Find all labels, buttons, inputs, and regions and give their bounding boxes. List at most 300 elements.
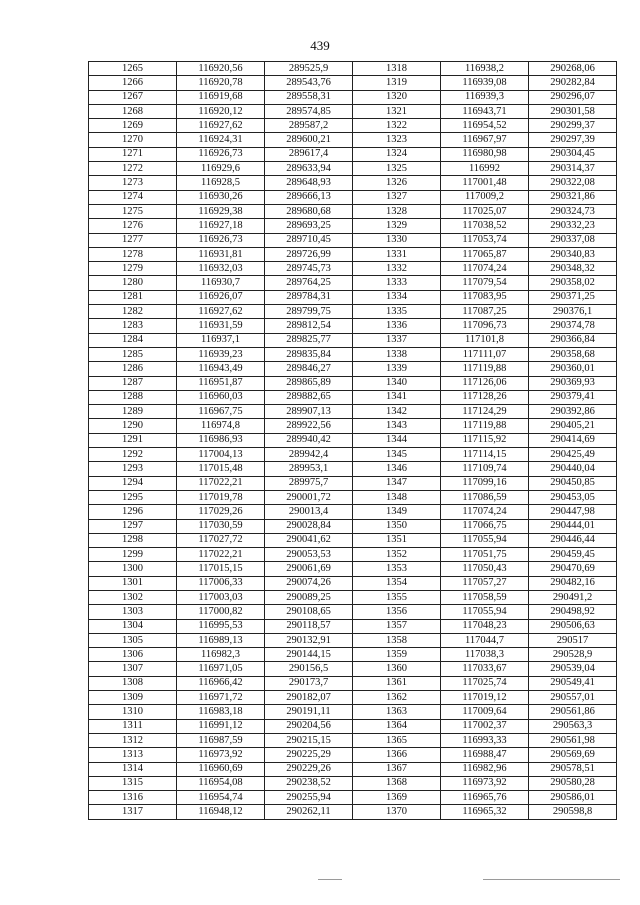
cell-x-coordinate: 117126,06 bbox=[441, 376, 529, 390]
cell-x-coordinate: 117099,16 bbox=[441, 476, 529, 490]
table-row bbox=[89, 276, 617, 290]
cell-y-coordinate: 290414,69 bbox=[529, 433, 617, 447]
cell-y-coordinate: 289617,4 bbox=[265, 147, 353, 161]
cell-point-number: 1338 bbox=[353, 347, 441, 361]
cell-y-coordinate: 289543,76 bbox=[265, 76, 353, 90]
page-number: 439 bbox=[310, 38, 330, 53]
cell-x-coordinate: 116960,69 bbox=[177, 762, 265, 776]
cell-y-coordinate: 289587,2 bbox=[265, 119, 353, 133]
table-row bbox=[89, 719, 617, 733]
cell-y-coordinate: 290204,56 bbox=[265, 719, 353, 733]
cell-point-number: 1337 bbox=[353, 333, 441, 347]
cell-y-coordinate: 289846,27 bbox=[265, 362, 353, 376]
cell-point-number: 1369 bbox=[353, 791, 441, 805]
cell-point-number: 1370 bbox=[353, 805, 441, 819]
cell-y-coordinate: 290586,01 bbox=[529, 791, 617, 805]
cell-x-coordinate: 116929,38 bbox=[177, 204, 265, 218]
table-row bbox=[89, 633, 617, 647]
cell-point-number: 1295 bbox=[89, 490, 177, 504]
cell-point-number: 1277 bbox=[89, 233, 177, 247]
cell-x-coordinate: 116954,74 bbox=[177, 791, 265, 805]
cell-y-coordinate: 289799,75 bbox=[265, 305, 353, 319]
cell-x-coordinate: 116938,2 bbox=[441, 62, 529, 76]
table-row bbox=[89, 748, 617, 762]
table-row bbox=[89, 562, 617, 576]
cell-x-coordinate: 116967,75 bbox=[177, 405, 265, 419]
cell-y-coordinate: 290598,8 bbox=[529, 805, 617, 819]
table-row bbox=[89, 805, 617, 819]
cell-x-coordinate: 116980,98 bbox=[441, 147, 529, 161]
cell-point-number: 1278 bbox=[89, 247, 177, 261]
cell-y-coordinate: 289680,68 bbox=[265, 204, 353, 218]
cell-x-coordinate: 117027,72 bbox=[177, 533, 265, 547]
cell-x-coordinate: 116991,12 bbox=[177, 719, 265, 733]
cell-x-coordinate: 116924,31 bbox=[177, 133, 265, 147]
table-row bbox=[89, 119, 617, 133]
cell-x-coordinate: 116920,78 bbox=[177, 76, 265, 90]
table-row bbox=[89, 162, 617, 176]
cell-x-coordinate: 117128,26 bbox=[441, 390, 529, 404]
cell-point-number: 1351 bbox=[353, 533, 441, 547]
cell-point-number: 1268 bbox=[89, 104, 177, 118]
cell-point-number: 1333 bbox=[353, 276, 441, 290]
cell-x-coordinate: 116965,76 bbox=[441, 791, 529, 805]
cell-point-number: 1368 bbox=[353, 776, 441, 790]
table-row bbox=[89, 190, 617, 204]
cell-y-coordinate: 289574,85 bbox=[265, 104, 353, 118]
cell-y-coordinate: 290369,93 bbox=[529, 376, 617, 390]
cell-x-coordinate: 117029,26 bbox=[177, 505, 265, 519]
cell-y-coordinate: 290268,06 bbox=[529, 62, 617, 76]
cell-x-coordinate: 116988,47 bbox=[441, 748, 529, 762]
cell-y-coordinate: 290301,58 bbox=[529, 104, 617, 118]
cell-y-coordinate: 290296,07 bbox=[529, 90, 617, 104]
cell-point-number: 1360 bbox=[353, 662, 441, 676]
cell-point-number: 1348 bbox=[353, 490, 441, 504]
cell-x-coordinate: 117053,74 bbox=[441, 233, 529, 247]
cell-point-number: 1366 bbox=[353, 748, 441, 762]
table-row bbox=[89, 219, 617, 233]
cell-point-number: 1339 bbox=[353, 362, 441, 376]
cell-y-coordinate: 290324,73 bbox=[529, 204, 617, 218]
cell-x-coordinate: 116937,1 bbox=[177, 333, 265, 347]
cell-y-coordinate: 290013,4 bbox=[265, 505, 353, 519]
cell-y-coordinate: 290450,85 bbox=[529, 476, 617, 490]
cell-point-number: 1349 bbox=[353, 505, 441, 519]
cell-point-number: 1311 bbox=[89, 719, 177, 733]
cell-point-number: 1304 bbox=[89, 619, 177, 633]
cell-y-coordinate: 289710,45 bbox=[265, 233, 353, 247]
cell-y-coordinate: 290144,15 bbox=[265, 648, 353, 662]
cell-y-coordinate: 290348,32 bbox=[529, 262, 617, 276]
cell-point-number: 1283 bbox=[89, 319, 177, 333]
cell-point-number: 1284 bbox=[89, 333, 177, 347]
cell-point-number: 1282 bbox=[89, 305, 177, 319]
cell-x-coordinate: 116939,08 bbox=[441, 76, 529, 90]
cell-x-coordinate: 116954,08 bbox=[177, 776, 265, 790]
table-row bbox=[89, 791, 617, 805]
table-row bbox=[89, 419, 617, 433]
cell-x-coordinate: 116966,42 bbox=[177, 676, 265, 690]
cell-y-coordinate: 290498,92 bbox=[529, 605, 617, 619]
cell-x-coordinate: 116982,3 bbox=[177, 648, 265, 662]
cell-x-coordinate: 117101,8 bbox=[441, 333, 529, 347]
cell-point-number: 1345 bbox=[353, 448, 441, 462]
cell-x-coordinate: 117019,78 bbox=[177, 490, 265, 504]
cell-point-number: 1310 bbox=[89, 705, 177, 719]
cell-y-coordinate: 290392,86 bbox=[529, 405, 617, 419]
cell-y-coordinate: 290322,08 bbox=[529, 176, 617, 190]
cell-x-coordinate: 117057,27 bbox=[441, 576, 529, 590]
cell-x-coordinate: 117022,21 bbox=[177, 548, 265, 562]
table-row bbox=[89, 290, 617, 304]
cell-y-coordinate: 289648,93 bbox=[265, 176, 353, 190]
cell-y-coordinate: 290561,86 bbox=[529, 705, 617, 719]
cell-y-coordinate: 290580,28 bbox=[529, 776, 617, 790]
cell-y-coordinate: 290262,11 bbox=[265, 805, 353, 819]
table-row bbox=[89, 533, 617, 547]
cell-y-coordinate: 290173,7 bbox=[265, 676, 353, 690]
cell-y-coordinate: 290563,3 bbox=[529, 719, 617, 733]
cell-y-coordinate: 290482,16 bbox=[529, 576, 617, 590]
cell-x-coordinate: 117050,43 bbox=[441, 562, 529, 576]
cell-x-coordinate: 117025,74 bbox=[441, 676, 529, 690]
cell-point-number: 1350 bbox=[353, 519, 441, 533]
cell-point-number: 1312 bbox=[89, 733, 177, 747]
table-row bbox=[89, 733, 617, 747]
cell-y-coordinate: 290358,02 bbox=[529, 276, 617, 290]
cell-y-coordinate: 289882,65 bbox=[265, 390, 353, 404]
table-row bbox=[89, 333, 617, 347]
cell-y-coordinate: 290108,65 bbox=[265, 605, 353, 619]
table-row bbox=[89, 448, 617, 462]
table-row bbox=[89, 305, 617, 319]
cell-point-number: 1320 bbox=[353, 90, 441, 104]
cell-x-coordinate: 117019,12 bbox=[441, 691, 529, 705]
cell-x-coordinate: 116927,62 bbox=[177, 305, 265, 319]
cell-y-coordinate: 289745,73 bbox=[265, 262, 353, 276]
cell-x-coordinate: 117087,25 bbox=[441, 305, 529, 319]
cell-x-coordinate: 117074,24 bbox=[441, 262, 529, 276]
table-row bbox=[89, 648, 617, 662]
cell-point-number: 1354 bbox=[353, 576, 441, 590]
table-row bbox=[89, 362, 617, 376]
cell-x-coordinate: 117055,94 bbox=[441, 605, 529, 619]
cell-point-number: 1352 bbox=[353, 548, 441, 562]
cell-x-coordinate: 116939,3 bbox=[441, 90, 529, 104]
cell-point-number: 1364 bbox=[353, 719, 441, 733]
cell-point-number: 1321 bbox=[353, 104, 441, 118]
cell-y-coordinate: 290569,69 bbox=[529, 748, 617, 762]
cell-point-number: 1276 bbox=[89, 219, 177, 233]
cell-y-coordinate: 290366,84 bbox=[529, 333, 617, 347]
coordinates-table-body bbox=[89, 62, 617, 820]
cell-y-coordinate: 290470,69 bbox=[529, 562, 617, 576]
cell-point-number: 1280 bbox=[89, 276, 177, 290]
cell-point-number: 1315 bbox=[89, 776, 177, 790]
cell-point-number: 1332 bbox=[353, 262, 441, 276]
cell-point-number: 1363 bbox=[353, 705, 441, 719]
cell-x-coordinate: 117009,2 bbox=[441, 190, 529, 204]
cell-point-number: 1359 bbox=[353, 648, 441, 662]
cell-point-number: 1355 bbox=[353, 590, 441, 604]
cell-x-coordinate: 116971,05 bbox=[177, 662, 265, 676]
cell-point-number: 1307 bbox=[89, 662, 177, 676]
table-row bbox=[89, 319, 617, 333]
cell-y-coordinate: 290444,01 bbox=[529, 519, 617, 533]
cell-x-coordinate: 117111,07 bbox=[441, 347, 529, 361]
table-row bbox=[89, 762, 617, 776]
cell-point-number: 1309 bbox=[89, 691, 177, 705]
cell-x-coordinate: 117048,23 bbox=[441, 619, 529, 633]
cell-point-number: 1323 bbox=[353, 133, 441, 147]
cell-point-number: 1306 bbox=[89, 648, 177, 662]
cell-x-coordinate: 117079,54 bbox=[441, 276, 529, 290]
table-row bbox=[89, 390, 617, 404]
cell-point-number: 1313 bbox=[89, 748, 177, 762]
cell-y-coordinate: 290549,41 bbox=[529, 676, 617, 690]
cell-y-coordinate: 290299,37 bbox=[529, 119, 617, 133]
cell-y-coordinate: 289907,13 bbox=[265, 405, 353, 419]
cell-x-coordinate: 116929,6 bbox=[177, 162, 265, 176]
cell-x-coordinate: 116943,49 bbox=[177, 362, 265, 376]
table-row bbox=[89, 204, 617, 218]
cell-y-coordinate: 290282,84 bbox=[529, 76, 617, 90]
cell-point-number: 1273 bbox=[89, 176, 177, 190]
cell-point-number: 1343 bbox=[353, 419, 441, 433]
cell-y-coordinate: 290506,63 bbox=[529, 619, 617, 633]
table-row bbox=[89, 676, 617, 690]
cell-y-coordinate: 289764,25 bbox=[265, 276, 353, 290]
table-row bbox=[89, 433, 617, 447]
cell-point-number: 1334 bbox=[353, 290, 441, 304]
cell-y-coordinate: 290337,08 bbox=[529, 233, 617, 247]
cell-y-coordinate: 289693,25 bbox=[265, 219, 353, 233]
cell-y-coordinate: 290447,98 bbox=[529, 505, 617, 519]
cell-point-number: 1322 bbox=[353, 119, 441, 133]
cell-y-coordinate: 290491,2 bbox=[529, 590, 617, 604]
table-row bbox=[89, 519, 617, 533]
cell-x-coordinate: 117119,88 bbox=[441, 362, 529, 376]
table-row bbox=[89, 619, 617, 633]
cell-x-coordinate: 116987,59 bbox=[177, 733, 265, 747]
cell-y-coordinate: 290001,72 bbox=[265, 490, 353, 504]
cell-point-number: 1340 bbox=[353, 376, 441, 390]
cell-point-number: 1299 bbox=[89, 548, 177, 562]
table-row bbox=[89, 347, 617, 361]
cell-y-coordinate: 290446,44 bbox=[529, 533, 617, 547]
cell-point-number: 1318 bbox=[353, 62, 441, 76]
cell-point-number: 1294 bbox=[89, 476, 177, 490]
cell-point-number: 1341 bbox=[353, 390, 441, 404]
cell-point-number: 1272 bbox=[89, 162, 177, 176]
cell-point-number: 1271 bbox=[89, 147, 177, 161]
cell-point-number: 1335 bbox=[353, 305, 441, 319]
cell-x-coordinate: 116986,93 bbox=[177, 433, 265, 447]
cell-x-coordinate: 116928,5 bbox=[177, 176, 265, 190]
cell-y-coordinate: 290557,01 bbox=[529, 691, 617, 705]
cell-y-coordinate: 290517 bbox=[529, 633, 617, 647]
cell-y-coordinate: 290371,25 bbox=[529, 290, 617, 304]
cell-y-coordinate: 290561,98 bbox=[529, 733, 617, 747]
cell-x-coordinate: 117044,7 bbox=[441, 633, 529, 647]
cell-x-coordinate: 117124,29 bbox=[441, 405, 529, 419]
cell-point-number: 1342 bbox=[353, 405, 441, 419]
cell-x-coordinate: 117051,75 bbox=[441, 548, 529, 562]
cell-y-coordinate: 290229,26 bbox=[265, 762, 353, 776]
cell-x-coordinate: 116954,52 bbox=[441, 119, 529, 133]
cell-x-coordinate: 116973,92 bbox=[441, 776, 529, 790]
cell-y-coordinate: 289812,54 bbox=[265, 319, 353, 333]
cell-x-coordinate: 116983,18 bbox=[177, 705, 265, 719]
cell-point-number: 1291 bbox=[89, 433, 177, 447]
cell-y-coordinate: 290156,5 bbox=[265, 662, 353, 676]
cell-point-number: 1367 bbox=[353, 762, 441, 776]
cell-y-coordinate: 290321,86 bbox=[529, 190, 617, 204]
cell-x-coordinate: 117009,64 bbox=[441, 705, 529, 719]
cell-y-coordinate: 289726,99 bbox=[265, 247, 353, 261]
cell-x-coordinate: 117022,21 bbox=[177, 476, 265, 490]
cell-point-number: 1298 bbox=[89, 533, 177, 547]
cell-point-number: 1265 bbox=[89, 62, 177, 76]
cell-x-coordinate: 117025,07 bbox=[441, 204, 529, 218]
cell-point-number: 1287 bbox=[89, 376, 177, 390]
cell-x-coordinate: 116919,68 bbox=[177, 90, 265, 104]
table-row bbox=[89, 605, 617, 619]
cell-point-number: 1302 bbox=[89, 590, 177, 604]
cell-y-coordinate: 290358,68 bbox=[529, 347, 617, 361]
cell-point-number: 1330 bbox=[353, 233, 441, 247]
cell-y-coordinate: 289940,42 bbox=[265, 433, 353, 447]
cell-x-coordinate: 117002,37 bbox=[441, 719, 529, 733]
cell-y-coordinate: 290041,62 bbox=[265, 533, 353, 547]
cell-point-number: 1297 bbox=[89, 519, 177, 533]
cell-y-coordinate: 290118,57 bbox=[265, 619, 353, 633]
table-row bbox=[89, 691, 617, 705]
cell-point-number: 1293 bbox=[89, 462, 177, 476]
cell-y-coordinate: 290340,83 bbox=[529, 247, 617, 261]
cell-y-coordinate: 290360,01 bbox=[529, 362, 617, 376]
cell-point-number: 1279 bbox=[89, 262, 177, 276]
table-row bbox=[89, 490, 617, 504]
table-row bbox=[89, 705, 617, 719]
cell-x-coordinate: 116926,07 bbox=[177, 290, 265, 304]
cell-point-number: 1316 bbox=[89, 791, 177, 805]
cell-y-coordinate: 290453,05 bbox=[529, 490, 617, 504]
cell-x-coordinate: 116993,33 bbox=[441, 733, 529, 747]
cell-x-coordinate: 117096,73 bbox=[441, 319, 529, 333]
cell-y-coordinate: 290074,26 bbox=[265, 576, 353, 590]
cell-x-coordinate: 117030,59 bbox=[177, 519, 265, 533]
cell-x-coordinate: 117006,33 bbox=[177, 576, 265, 590]
table-row bbox=[89, 548, 617, 562]
cell-point-number: 1269 bbox=[89, 119, 177, 133]
footer-rule-right bbox=[483, 879, 620, 880]
cell-x-coordinate: 117003,03 bbox=[177, 590, 265, 604]
cell-y-coordinate: 290459,45 bbox=[529, 548, 617, 562]
cell-x-coordinate: 117033,67 bbox=[441, 662, 529, 676]
cell-x-coordinate: 116951,87 bbox=[177, 376, 265, 390]
cell-y-coordinate: 290238,52 bbox=[265, 776, 353, 790]
cell-y-coordinate: 289942,4 bbox=[265, 448, 353, 462]
cell-x-coordinate: 116995,53 bbox=[177, 619, 265, 633]
table-row bbox=[89, 262, 617, 276]
cell-x-coordinate: 117058,59 bbox=[441, 590, 529, 604]
table-row bbox=[89, 147, 617, 161]
table-row bbox=[89, 376, 617, 390]
cell-x-coordinate: 116926,73 bbox=[177, 147, 265, 161]
cell-y-coordinate: 290314,37 bbox=[529, 162, 617, 176]
table-row bbox=[89, 247, 617, 261]
cell-y-coordinate: 289975,7 bbox=[265, 476, 353, 490]
cell-y-coordinate: 289600,21 bbox=[265, 133, 353, 147]
cell-x-coordinate: 117083,95 bbox=[441, 290, 529, 304]
cell-y-coordinate: 290053,53 bbox=[265, 548, 353, 562]
cell-point-number: 1292 bbox=[89, 448, 177, 462]
footer-rule-left bbox=[318, 879, 342, 880]
cell-point-number: 1326 bbox=[353, 176, 441, 190]
cell-x-coordinate: 116973,92 bbox=[177, 748, 265, 762]
cell-point-number: 1296 bbox=[89, 505, 177, 519]
table-row bbox=[89, 462, 617, 476]
cell-y-coordinate: 290425,49 bbox=[529, 448, 617, 462]
cell-x-coordinate: 116931,59 bbox=[177, 319, 265, 333]
cell-point-number: 1266 bbox=[89, 76, 177, 90]
cell-point-number: 1331 bbox=[353, 247, 441, 261]
cell-x-coordinate: 116932,03 bbox=[177, 262, 265, 276]
cell-y-coordinate: 290405,21 bbox=[529, 419, 617, 433]
cell-point-number: 1317 bbox=[89, 805, 177, 819]
cell-x-coordinate: 116927,62 bbox=[177, 119, 265, 133]
cell-y-coordinate: 290332,23 bbox=[529, 219, 617, 233]
table-row bbox=[89, 476, 617, 490]
cell-point-number: 1275 bbox=[89, 204, 177, 218]
cell-x-coordinate: 116982,96 bbox=[441, 762, 529, 776]
cell-point-number: 1365 bbox=[353, 733, 441, 747]
cell-x-coordinate: 117015,15 bbox=[177, 562, 265, 576]
coordinates-table bbox=[88, 61, 617, 820]
cell-point-number: 1362 bbox=[353, 691, 441, 705]
cell-y-coordinate: 290528,9 bbox=[529, 648, 617, 662]
table-row bbox=[89, 90, 617, 104]
cell-point-number: 1286 bbox=[89, 362, 177, 376]
cell-y-coordinate: 289835,84 bbox=[265, 347, 353, 361]
table-row bbox=[89, 133, 617, 147]
cell-point-number: 1300 bbox=[89, 562, 177, 576]
cell-point-number: 1290 bbox=[89, 419, 177, 433]
cell-y-coordinate: 290255,94 bbox=[265, 791, 353, 805]
cell-point-number: 1267 bbox=[89, 90, 177, 104]
cell-x-coordinate: 116992 bbox=[441, 162, 529, 176]
cell-point-number: 1324 bbox=[353, 147, 441, 161]
cell-point-number: 1289 bbox=[89, 405, 177, 419]
cell-x-coordinate: 116930,26 bbox=[177, 190, 265, 204]
cell-x-coordinate: 116960,03 bbox=[177, 390, 265, 404]
table-row bbox=[89, 62, 617, 76]
cell-x-coordinate: 116989,13 bbox=[177, 633, 265, 647]
cell-y-coordinate: 290182,07 bbox=[265, 691, 353, 705]
cell-point-number: 1353 bbox=[353, 562, 441, 576]
cell-x-coordinate: 117114,15 bbox=[441, 448, 529, 462]
cell-x-coordinate: 117038,52 bbox=[441, 219, 529, 233]
cell-point-number: 1328 bbox=[353, 204, 441, 218]
cell-x-coordinate: 117115,92 bbox=[441, 433, 529, 447]
cell-x-coordinate: 116948,12 bbox=[177, 805, 265, 819]
cell-x-coordinate: 117086,59 bbox=[441, 490, 529, 504]
cell-point-number: 1358 bbox=[353, 633, 441, 647]
cell-y-coordinate: 289525,9 bbox=[265, 62, 353, 76]
table-row bbox=[89, 505, 617, 519]
